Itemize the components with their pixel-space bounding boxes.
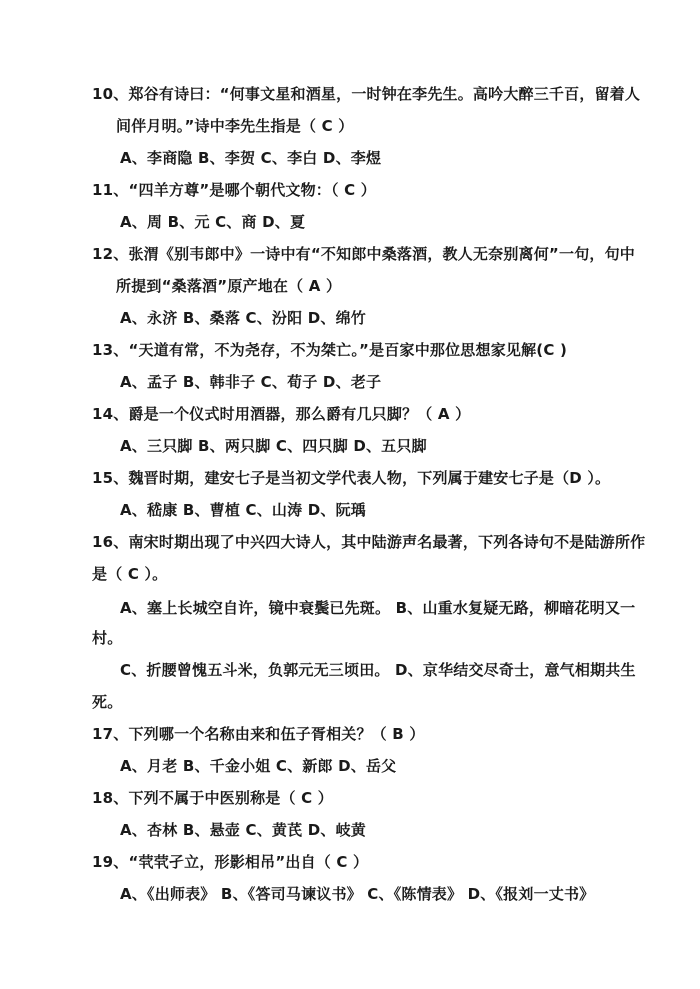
question-12-options: A、永济 B、桑落 C、汾阳 D、绵竹: [120, 309, 366, 327]
question-17-options: A、月老 B、千金小姐 C、新郎 D、岳父: [120, 757, 397, 775]
question-16-option-ab: A、塞上长城空自许，镜中衰鬓已先斑。 B、山重水复疑无路，柳暗花明又一: [120, 599, 636, 617]
question-19-line-1: 19、“茕茕孑立，形影相吊”出自（ C ）: [92, 853, 369, 871]
question-14-line-1: 14、爵是一个仪式时用酒器，那么爵有几只脚？（ A ）: [92, 405, 471, 423]
question-18-options: A、杏林 B、悬壶 C、黄芪 D、岐黄: [120, 821, 366, 839]
question-12-line-1: 12、张渭《别韦郎中》一诗中有“不知郎中桑落酒，教人无奈别离何”一句，句中: [92, 245, 635, 263]
question-16-line-2: 是（ C ）。: [92, 565, 168, 583]
question-16-option-cd: C、折腰曾愧五斗米，负郭元无三顷田。 D、京华结交尽奇士，意气相期共生: [120, 661, 636, 679]
question-10-options: A、李商隐 B、李贺 C、李白 D、李煜: [120, 149, 382, 167]
question-10-line-1: 10、郑谷有诗曰：“何事文星和酒星，一时钟在李先生。高吟大醉三千百，留着人: [92, 85, 641, 103]
question-18-line-1: 18、下列不属于中医别称是（ C ）: [92, 789, 333, 807]
question-11-options: A、周 B、元 C、商 D、夏: [120, 213, 306, 231]
question-11-line-1: 11、“四羊方尊”是哪个朝代文物：（ C ）: [92, 181, 376, 199]
question-10-line-2: 间伴月明。”诗中李先生指是（ C ）: [116, 117, 354, 135]
question-15-line-1: 15、魏晋时期，建安七子是当初文学代表人物，下列属于建安七子是（D ）。: [92, 469, 611, 487]
question-16-option-b-cont: 村。: [92, 629, 123, 647]
question-12-line-2: 所提到“桑落酒”原产地在（ A ）: [116, 277, 342, 295]
question-13-options: A、孟子 B、韩非子 C、荀子 D、老子: [120, 373, 382, 391]
question-13-line-1: 13、“天道有常，不为尧存，不为桀亡。”是百家中那位思想家见解(C ): [92, 341, 568, 359]
question-19-options: A、《出师表》 B、《答司马谏议书》 C、《陈情表》 D、《报刘一丈书》: [120, 885, 595, 903]
question-16-option-d-cont: 死。: [92, 693, 123, 711]
question-17-line-1: 17、下列哪一个名称由来和伍子胥相关？（ B ）: [92, 725, 425, 743]
question-15-options: A、嵇康 B、曹植 C、山涛 D、阮瑀: [120, 501, 366, 519]
question-16-line-1: 16、南宋时期出现了中兴四大诗人，其中陆游声名最著，下列各诗句不是陆游所作: [92, 533, 646, 551]
question-14-options: A、三只脚 B、两只脚 C、四只脚 D、五只脚: [120, 437, 427, 455]
